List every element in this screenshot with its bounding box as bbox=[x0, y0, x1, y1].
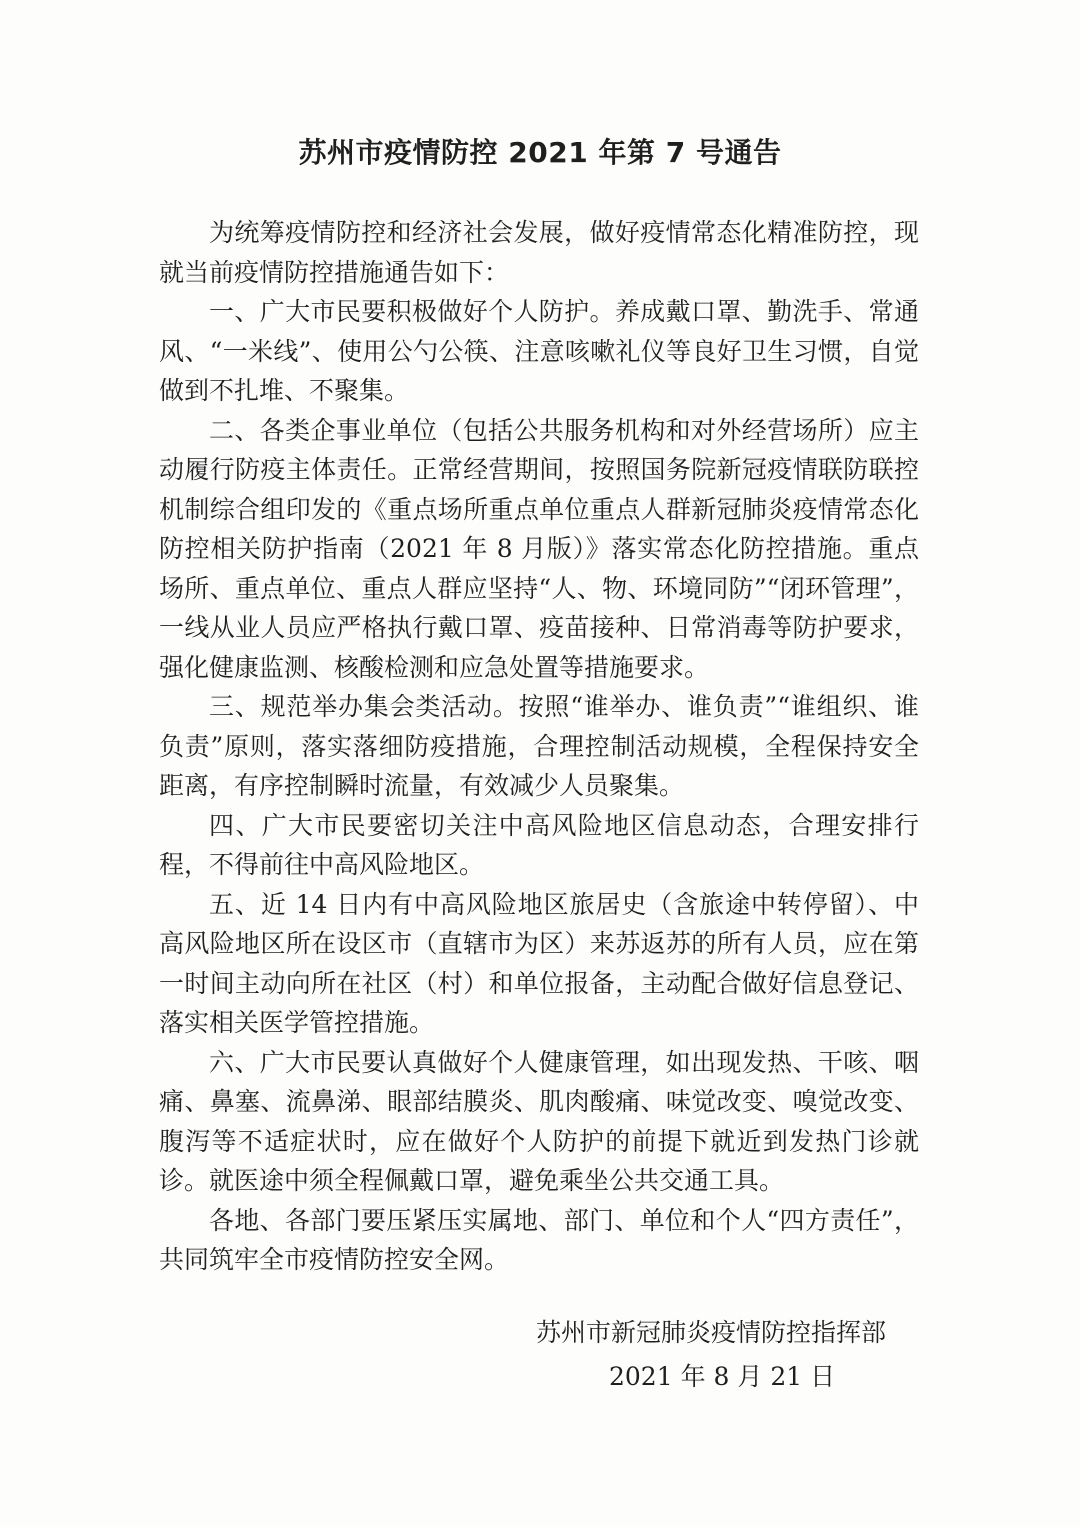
item-2-paragraph: 二、各类企事业单位（包括公共服务机构和对外经营场所）应主动履行防疫主体责任。正常经营期间，按照国务院新冠疫情联防联控机制综合组印发的《重点场所重点单位重点人群新冠肺炎疫情常态化防控相关防护指南（2021 年 8 月版）》落实常态化防控措施。重点场所、重点单位、重点人群应坚持“人、物、环境同防”“闭环管理”，一线从业人员应严格执行戴口罩、疫苗接种、日常消毒等防护要求，强化健康监测、核酸检测和应急处置等措施要求。 bbox=[159, 415, 919, 682]
item-5-paragraph: 五、近 14 日内有中高风险地区旅居史（含旅途中转停留）、中高风险地区所在设区市（直辖市为区）来苏返苏的所有人员，应在第一时间主动向所在社区（村）和单位报备，主动配合做好信息登记、落实相关医学管控措施。 bbox=[159, 889, 919, 1037]
issuer-signature: 苏州市新冠肺炎疫情防控指挥部 bbox=[536, 1318, 887, 1347]
issue-date: 2021 年 8 月 21 日 bbox=[609, 1362, 836, 1391]
item-6-paragraph: 六、广大市民要认真做好个人健康管理，如出现发热、干咳、咽痛、鼻塞、流鼻涕、眼部结膜炎、肌肉酸痛、味觉改变、嗅觉改变、腹泻等不适症状时，应在做好个人防护的前提下就近到发热门诊就诊。就医途中须全程佩戴口罩，避免乘坐公共交通工具。 bbox=[159, 1047, 919, 1195]
item-1-paragraph: 一、广大市民要积极做好个人防护。养成戴口罩、勤洗手、常通风、“一米线”、使用公勺公筷、注意咳嗽礼仪等良好卫生习惯，自觉做到不扎堆、不聚集。 bbox=[159, 297, 919, 405]
document-body bbox=[159, 213, 919, 1280]
closing-paragraph: 各地、各部门要压紧压实属地、部门、单位和个人“四方责任”，共同筑牢全市疫情防控安全网。 bbox=[159, 1205, 919, 1274]
item-4-paragraph: 四、广大市民要密切关注中高风险地区信息动态，合理安排行程，不得前往中高风险地区。 bbox=[159, 810, 919, 879]
document-title: 苏州市疫情防控 2021 年第 7 号通告 bbox=[298, 136, 782, 169]
item-3-paragraph: 三、规范举办集会类活动。按照“谁举办、谁负责”“谁组织、谁负责”原则，落实落细防疫措施，合理控制活动规模，全程保持安全距离，有序控制瞬时流量，有效减少人员聚集。 bbox=[159, 692, 919, 800]
intro-paragraph: 为统筹疫情防控和经济社会发展，做好疫情常态化精准防控，现就当前疫情防控措施通告如下： bbox=[159, 218, 919, 287]
